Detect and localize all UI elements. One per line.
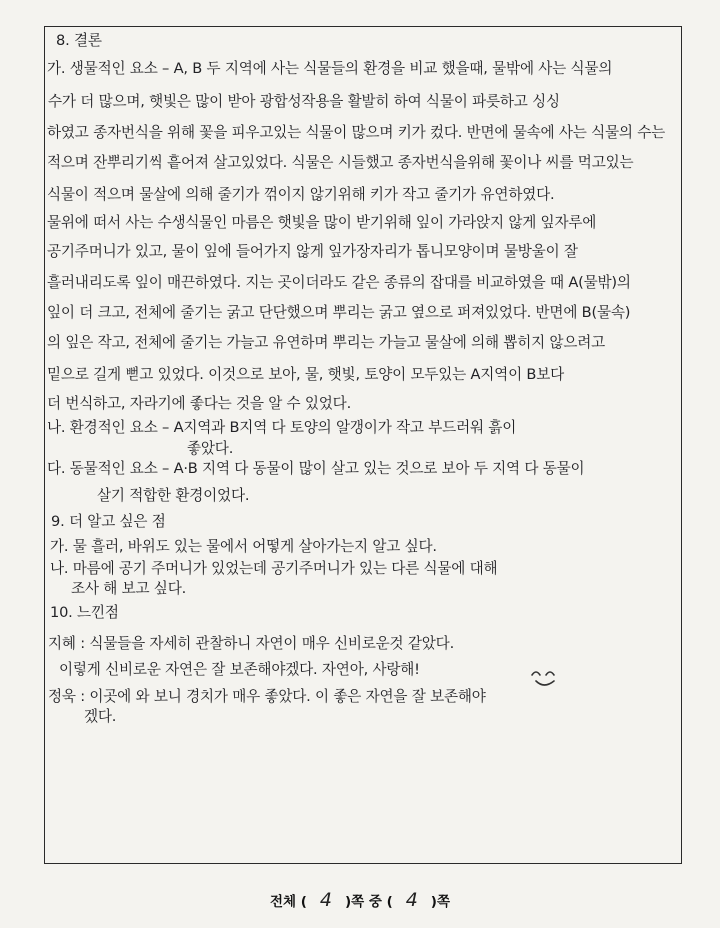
handwritten-line: 의 잎은 작고, 전체에 줄기는 가늘고 유연하며 뿌리는 가늘고 물살에 의해 뽑히지 않으려고 <box>47 334 606 351</box>
handwritten-line: 밑으로 길게 뻗고 있었다. 이것으로 보아, 물, 햇빛, 토양이 모두있는 A지역이 B보다 <box>47 366 565 383</box>
handwritten-line: 잎이 더 크고, 전체에 줄기는 굵고 단단했으며 뿌리는 굵고 옆으로 퍼져있었다. 반면에 B(물속) <box>47 304 631 321</box>
handwritten-line: 흘러내리도록 잎이 매끈하였다. 지는 곳이더라도 같은 종류의 잡대를 비교하였을 때 A(물밖)의 <box>47 274 631 291</box>
handwritten-line: 더 번식하고, 자라기에 좋다는 것을 알 수 있었다. <box>47 395 352 412</box>
handwritten-line: 이렇게 신비로운 자연은 잘 보존해야겠다. 자연아, 사랑해! <box>59 661 420 678</box>
handwritten-line: 조사 해 보고 싶다. <box>71 580 187 597</box>
footer-suffix: )쪽 <box>430 894 450 910</box>
footer-middle: )쪽 중 ( <box>344 894 393 910</box>
handwritten-line: 정욱 : 이곳에 와 보니 경치가 매우 좋았다. 이 좋은 자연을 잘 보존해야 <box>48 688 486 705</box>
handwritten-line: 10. 느낀점 <box>50 604 119 621</box>
handwritten-line: 9. 더 알고 싶은 점 <box>51 513 166 530</box>
handwritten-line: 수가 더 많으며, 햇빛은 많이 받아 광합성작용을 활발히 하여 식물이 파릇하고 싱싱 <box>48 93 560 110</box>
page-count-footer <box>0 889 720 911</box>
handwritten-line: 하였고 종자번식을 위해 꽃을 피우고있는 식물이 많으며 키가 컸다. 반면에 물속에 사는 식물의 수는 <box>47 124 666 141</box>
handwritten-line: 적으며 잔뿌리기씩 흩어져 살고있었다. 식물은 시들했고 종자번식을위해 꽃이나 씨를 먹고있는 <box>47 154 634 171</box>
handwritten-line: 살기 적합한 환경이었다. <box>97 487 250 504</box>
handwritten-line: 다. 동물적인 요소 – A·B 지역 다 동물이 많이 살고 있는 것으로 보아 두 지역 다 동물이 <box>47 460 585 477</box>
handwritten-line: 가. 생물적인 요소 – A, B 두 지역에 사는 식물들의 환경을 비교 했을때, 물밖에 사는 식물의 <box>47 60 613 77</box>
handwritten-line: 좋았다. <box>187 440 234 457</box>
handwritten-line: 공기주머니가 있고, 물이 잎에 들어가지 않게 잎가장자리가 톱니모양이며 물방울이 잘 <box>47 243 578 260</box>
handwritten-line: 물위에 떠서 사는 수생식물인 마름은 햇빛을 많이 받기위해 잎이 가라앉지 않게 잎자루에 <box>47 214 597 231</box>
footer-current-page: 4 <box>405 889 418 911</box>
handwritten-line: 8. 결론 <box>56 32 102 49</box>
smiley-doodle <box>528 666 568 690</box>
handwritten-line: 지혜 : 식물들을 자세히 관찰하니 자연이 매우 신비로운것 같았다. <box>48 635 455 652</box>
handwritten-line: 나. 환경적인 요소 – A지역과 B지역 다 토양의 알갱이가 작고 부드러워 흙이 <box>47 419 517 436</box>
footer-prefix: 전체 ( <box>270 894 307 910</box>
handwritten-line: 나. 마름에 공기 주머니가 있었는데 공기주머니가 있는 다른 식물에 대해 <box>50 560 498 577</box>
footer-total-pages: 4 <box>319 889 332 911</box>
handwritten-line: 가. 물 흘러, 바위도 있는 물에서 어떻게 살아가는지 알고 싶다. <box>50 538 437 555</box>
handwritten-line: 식물이 적으며 물살에 의해 줄기가 꺾이지 않기위해 키가 작고 줄기가 유연하였다. <box>47 186 555 203</box>
handwritten-line: 겠다. <box>84 708 117 725</box>
